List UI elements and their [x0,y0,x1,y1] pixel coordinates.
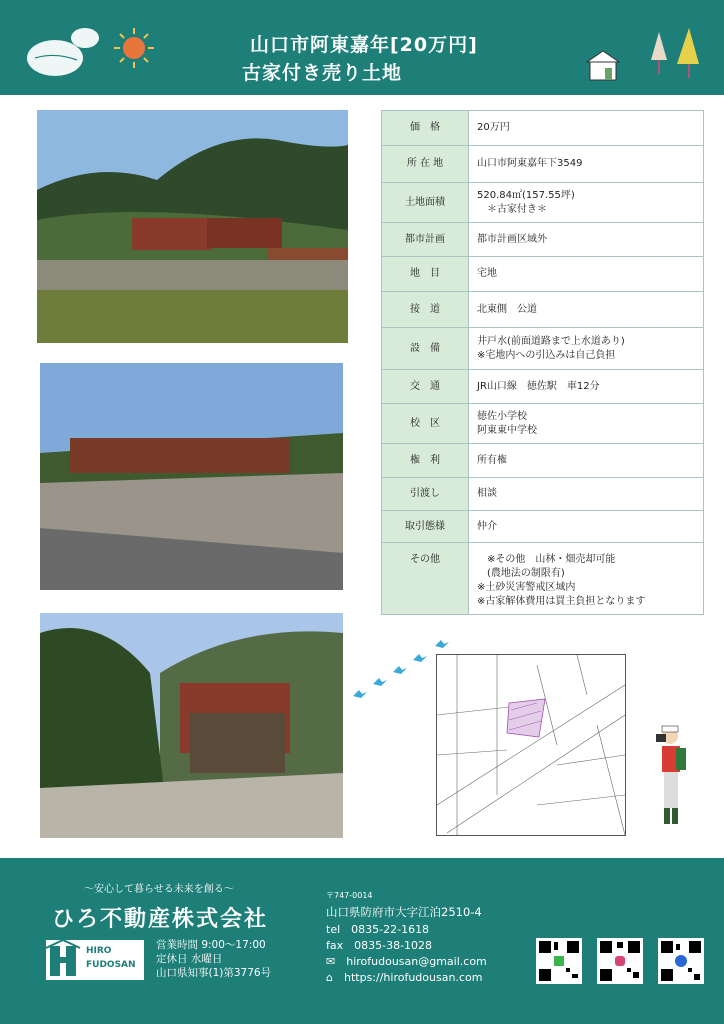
table-row [382,328,704,370]
property-photo-2 [40,363,343,590]
business-info [156,938,271,980]
table-row [382,146,704,183]
row-value-facilities: 井戸水(前面道路まで上水道あり) ※宅地内への引込みは自己負担 [469,328,704,370]
mail-icon: ✉ [326,955,336,968]
row-value-transaction: 仲介 [469,511,704,543]
row-value-handover: 相談 [469,478,704,511]
table-row [382,478,704,511]
license: 山口県知事(1)第3776号 [156,967,272,979]
table-row [382,543,704,615]
page-subtitle: 古家付き売り土地 [242,62,403,84]
row-value-price: 20万円 [469,111,704,146]
row-label: 権 利 [382,444,469,478]
table-row [382,257,704,292]
footer [0,858,724,1024]
instagram-qr[interactable] [597,938,643,984]
row-label: 土地面積 [382,183,469,223]
plot-map [436,654,626,836]
row-value-school-district: 徳佐小学校 阿東東中学校 [469,404,704,444]
row-label: 設 備 [382,328,469,370]
table-row [382,444,704,478]
row-value-transport: JR山口線 徳佐駅 車12分 [469,370,704,404]
hiker-illustration [648,724,698,828]
tagline: 〜安心して暮らせる未来を創る〜 [84,884,234,895]
table-row [382,183,704,223]
company-logo [46,940,144,980]
postal-code: 〒747-0014 [326,891,373,900]
email[interactable]: hirofudousan@gmail.com [346,955,487,968]
row-label: 引渡し [382,478,469,511]
table-row [382,370,704,404]
header-banner [0,0,724,95]
row-value-rights: 所有権 [469,444,704,478]
table-row [382,404,704,444]
property-info-table [381,110,704,615]
contact-info [326,922,487,986]
row-label: 価 格 [382,111,469,146]
row-label: 所 在 地 [382,146,469,183]
email-row[interactable] [326,954,487,970]
line-qr[interactable] [536,938,582,984]
company-name: ひろ不動産株式会社 [52,907,269,932]
fax: fax 0835-38-1028 [326,939,433,952]
row-label: 取引態様 [382,511,469,543]
row-label: 接 道 [382,292,469,328]
row-label: その他 [382,543,469,615]
house-icon [583,48,623,82]
home-icon: ⌂ [326,971,333,984]
table-row [382,223,704,257]
row-label: 都市計画 [382,223,469,257]
business-hours: 営業時間 9:00〜17:00 [156,939,266,951]
property-photo-1 [37,110,348,343]
property-photo-3 [40,613,343,838]
row-value-location: 山口市阿東嘉年下3549 [469,146,704,183]
logo-text: HIRO [86,946,112,956]
tree-icon [645,26,701,82]
web-row[interactable] [326,970,487,986]
row-value-land-category: 宅地 [469,257,704,292]
tel[interactable]: tel 0835-22-1618 [326,923,430,936]
table-row [382,511,704,543]
logo-text: FUDOSAN [86,960,136,970]
facebook-qr[interactable] [658,938,704,984]
row-label: 交 通 [382,370,469,404]
page-title: 山口市阿東嘉年[20万円] [250,34,478,56]
cloud-icon [25,22,105,82]
row-label: 校 区 [382,404,469,444]
address: 山口県防府市大字江泊2510-4 [326,905,482,919]
row-label: 地 目 [382,257,469,292]
holiday: 定休日 水曜日 [156,953,223,965]
row-value-area: 520.84㎡(157.55坪) ＊古家付き＊ [469,183,704,223]
table-row [382,292,704,328]
row-value-other: ※その他 山林・畑売却可能 (農地法の制限有) ※土砂災害警戒区域内 ※古家解体費用は買主負担となります [469,543,704,615]
sun-icon [112,26,156,70]
row-value-road-access: 北東側 公道 [469,292,704,328]
website[interactable]: https://hirofudousan.com [343,971,483,984]
table-row [382,111,704,146]
row-value-city-planning: 都市計画区域外 [469,223,704,257]
